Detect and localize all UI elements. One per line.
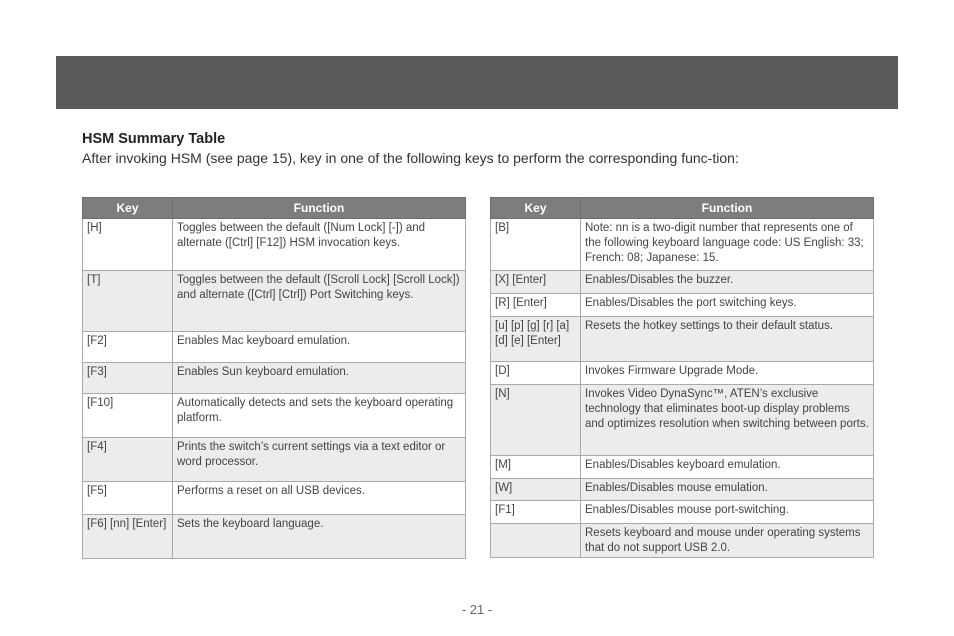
table-row [491,271,874,294]
table-row [83,332,466,363]
key-cell: [F2] [83,332,173,363]
function-cell: Enables/Disables the port switching keys. [581,294,874,317]
function-cell: Enables Mac keyboard emulation. [173,332,466,363]
table-header-row [491,198,874,219]
table-row [491,479,874,501]
function-cell: Enables/Disables the buzzer. [581,271,874,294]
key-cell: [F4] [83,438,173,482]
function-cell: Invokes Video DynaSync™, ATEN’s exclusive technology that eliminates boot-up display problems and optimizes resolution when switching between ports. [581,385,874,456]
table-header-row [83,198,466,219]
table-row [83,394,466,438]
key-cell: [M] [491,456,581,479]
function-cell: Enables/Disables keyboard emulation. [581,456,874,479]
table-row [491,501,874,524]
key-cell [491,524,581,558]
key-cell: [N] [491,385,581,456]
column-header-key: Key [491,198,581,219]
key-cell: [H] [83,219,173,271]
key-cell: [D] [491,362,581,385]
function-cell: Resets the hotkey settings to their default status. [581,317,874,362]
function-cell: Enables Sun keyboard emulation. [173,363,466,394]
header-band [56,56,898,109]
table-row [83,515,466,559]
table-row [83,219,466,271]
key-cell: [F3] [83,363,173,394]
table-row [491,456,874,479]
table-row [491,294,874,317]
column-header-key: Key [83,198,173,219]
function-cell: Toggles between the default ([Num Lock] [-]) and alternate ([Ctrl] [F12]) HSM invocation keys. [173,219,466,271]
key-cell: [R] [Enter] [491,294,581,317]
key-cell: [W] [491,479,581,501]
table-row [491,317,874,362]
function-cell: Automatically detects and sets the keyboard operating platform. [173,394,466,438]
function-cell: Toggles between the default ([Scroll Lock] [Scroll Lock]) and alternate ([Ctrl] [Ctrl]) Port Switching keys. [173,271,466,332]
key-cell: [X] [Enter] [491,271,581,294]
table-row [83,363,466,394]
function-cell: Sets the keyboard language. [173,515,466,559]
hsm-table-left [82,197,466,559]
key-cell: [F1] [491,501,581,524]
function-cell: Note: nn is a two-digit number that represents one of the following keyboard language code: US English: 33; French: 08; Japanese: 15. [581,219,874,271]
function-cell: Enables/Disables mouse emulation. [581,479,874,501]
column-header-function: Function [581,198,874,219]
key-cell: [F10] [83,394,173,438]
function-cell: Enables/Disables mouse port-switching. [581,501,874,524]
hsm-table-right [490,197,874,558]
table-row [83,271,466,332]
key-cell: [F5] [83,482,173,515]
key-cell: [F6] [nn] [Enter] [83,515,173,559]
key-cell: [T] [83,271,173,332]
function-cell: Prints the switch’s current settings via a text editor or word processor. [173,438,466,482]
table-row [491,219,874,271]
column-header-function: Function [173,198,466,219]
function-cell: Invokes Firmware Upgrade Mode. [581,362,874,385]
page-number: - 21 - [461,602,493,617]
section-title: HSM Summary Table [82,131,226,147]
table-row [491,385,874,456]
table-row [83,438,466,482]
key-cell: [B] [491,219,581,271]
key-cell: [u] [p] [g] [r] [a] [d] [e] [Enter] [491,317,581,362]
table-row [491,362,874,385]
intro-text: After invoking HSM (see page 15), key in one of the following keys to perform the corresponding func-tion: [82,150,739,166]
function-cell: Performs a reset on all USB devices. [173,482,466,515]
table-row [491,524,874,558]
function-cell: Resets keyboard and mouse under operating systems that do not support USB 2.0. [581,524,874,558]
table-row [83,482,466,515]
